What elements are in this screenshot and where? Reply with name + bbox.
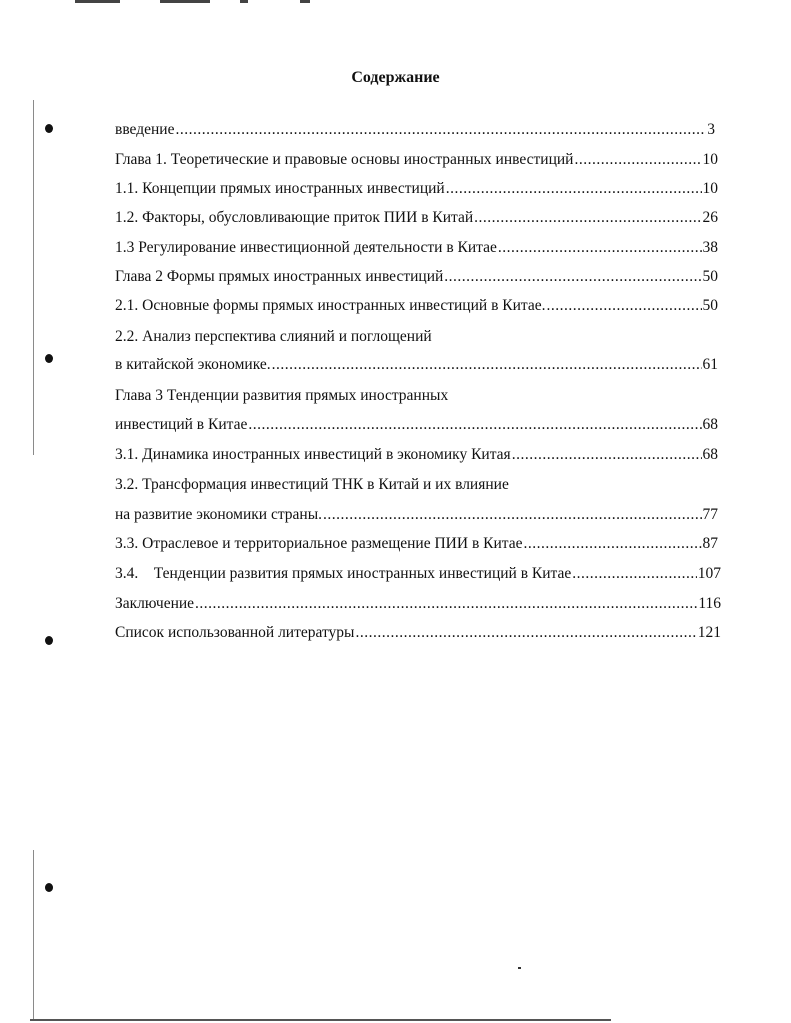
toc-entry-label: 1.2. Факторы, обусловливающие приток ПИИ в Китай — [115, 209, 474, 226]
toc-leader-dots — [524, 534, 702, 554]
toc-entry-label: 1.1. Концепции прямых иностранных инвестиций — [115, 180, 445, 197]
toc-entry-page: 68 — [702, 446, 718, 463]
toc-entry-page: 121 — [697, 624, 721, 641]
scan-speck — [518, 967, 521, 969]
toc-entry-page: 116 — [698, 595, 721, 612]
punch-hole-mark — [45, 124, 53, 133]
toc-leader-dots — [498, 238, 702, 258]
toc-entry-page: 50 — [702, 268, 718, 285]
toc-leader-dots — [195, 594, 697, 614]
left-margin-line — [33, 850, 34, 1020]
toc-leader-dots — [355, 623, 696, 643]
toc-entry-label: 3.1. Динамика иностранных инвестиций в экономику Китая — [115, 446, 511, 463]
toc-entry-label: Список использованной литературы — [115, 624, 355, 641]
toc-leader-dots — [512, 445, 702, 465]
punch-hole-mark — [45, 636, 53, 645]
scan-bottom-edge — [30, 1019, 611, 1021]
toc-leader-dots — [547, 296, 702, 316]
toc-entry-page: 3 — [707, 121, 715, 138]
toc-entry-page: 68 — [702, 416, 718, 433]
toc-leader-dots — [446, 179, 702, 199]
toc-entry — [115, 445, 718, 465]
toc-entry — [115, 623, 721, 643]
toc-entry — [115, 505, 718, 525]
toc-entry-label: Глава 2 Формы прямых иностранных инвестиций — [115, 268, 444, 285]
scan-edge-mark — [240, 0, 248, 3]
toc-leader-dots — [574, 150, 701, 170]
left-margin-line — [33, 100, 34, 455]
scan-edge-mark — [75, 0, 120, 3]
toc-leader-dots — [444, 267, 701, 287]
toc-entry-label: 3.3. Отраслевое и территориальное размещение ПИИ в Китае — [115, 535, 523, 552]
toc-entry-page: 10 — [702, 180, 718, 197]
toc-entry-label-line1: Глава 3 Тенденции развития прямых иностранных — [115, 387, 449, 404]
toc-entry — [115, 238, 718, 258]
toc-entry — [115, 296, 718, 316]
toc-entry-label: в китайской экономике. — [115, 356, 271, 373]
toc-entry — [115, 150, 718, 170]
toc-entry — [115, 267, 718, 287]
toc-entry-label: введение — [115, 121, 175, 138]
toc-entry-label: Глава 1. Теоретические и правовые основы иностранных инвестиций — [115, 151, 574, 168]
toc-entry-page: 26 — [702, 209, 718, 226]
toc-entry-page: 50 — [702, 297, 718, 314]
toc-leader-dots — [323, 505, 702, 525]
scan-edge-mark — [160, 0, 210, 3]
toc-leader-dots — [175, 120, 706, 140]
toc-entry — [115, 534, 718, 554]
toc-entry-page: 38 — [702, 239, 718, 256]
scan-edge-mark — [300, 0, 310, 3]
toc-entry-label-line1: 3.2. Трансформация инвестиций ТНК в Китай и их влияние — [115, 476, 509, 493]
toc-entry-page: 61 — [702, 356, 718, 373]
toc-entry-page: 77 — [702, 506, 718, 523]
toc-entry-page: 107 — [697, 565, 721, 582]
toc-entry — [115, 415, 718, 435]
toc-entry-label: 1.3 Регулирование инвестиционной деятельности в Китае — [115, 239, 497, 256]
toc-entry — [115, 179, 718, 199]
toc-entry-label: Заключение — [115, 595, 195, 612]
toc-entry — [115, 355, 718, 375]
toc-entry-label-line1: 2.2. Анализ перспектива слияний и поглощений — [115, 328, 432, 345]
toc-entry-label: на развитие экономики страны. — [115, 506, 322, 523]
toc-entry — [115, 564, 721, 584]
toc-entry-label: 2.1. Основные формы прямых иностранных инвестиций в Китае. — [115, 297, 546, 314]
toc-leader-dots — [248, 415, 701, 435]
toc-leader-dots — [272, 355, 702, 375]
toc-entry — [115, 120, 715, 140]
toc-entry-label: 3.4. Тенденции развития прямых иностранных инвестиций в Китае — [115, 565, 572, 582]
punch-hole-mark — [45, 883, 53, 892]
toc-leader-dots — [572, 564, 696, 584]
toc-entry-label: инвестиций в Китае — [115, 416, 248, 433]
toc-entry-page: 10 — [702, 151, 718, 168]
page-title: Содержание — [351, 69, 440, 86]
toc-leader-dots — [474, 208, 701, 228]
toc-entry — [115, 594, 721, 614]
toc-entry — [115, 208, 718, 228]
toc-entry-page: 87 — [702, 535, 718, 552]
punch-hole-mark — [45, 354, 53, 363]
